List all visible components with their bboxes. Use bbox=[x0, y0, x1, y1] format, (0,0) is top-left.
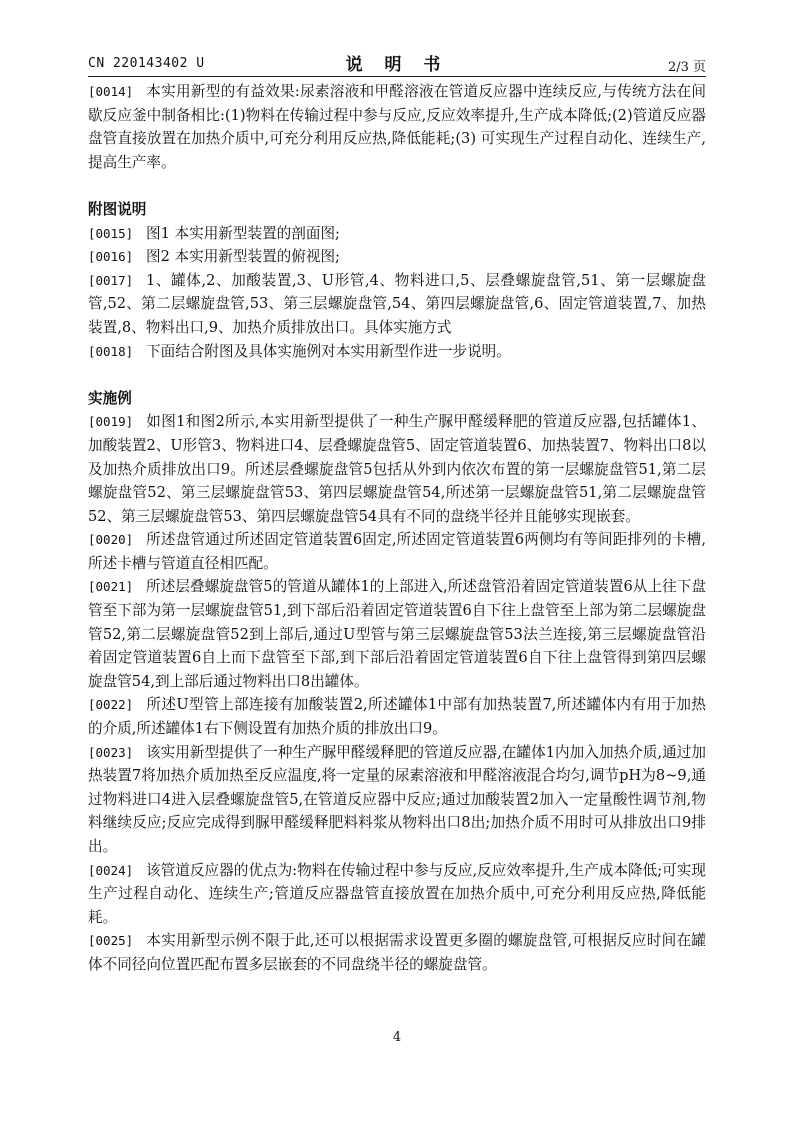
paragraph-0017 bbox=[88, 269, 706, 340]
paragraph-0018 bbox=[88, 340, 706, 364]
paragraph-number: [0022] bbox=[88, 697, 134, 713]
paragraph-number: [0019] bbox=[88, 414, 134, 430]
document-body bbox=[88, 80, 706, 977]
paragraph-text: 如图1和图2所示,本实用新型提供了一种生产脲甲醛缓释肥的管道反应器,包括罐体1、加酸装置2、U形管3、物料进口4、层叠螺旋盘管5、固定管道装置6、加热装置7、物料出口8以及加热介质排放出口9。所述层叠螺旋盘管5包括从外到内依次布置的第一层螺旋盘管51,第二层螺旋盘管52、第三层螺旋盘管53、第四层螺旋盘管54,所述第一层螺旋盘管51,第二层螺旋盘管52、第三层螺旋盘管53、第四层螺旋盘管54具有不同的盘绕半径并且能够实现嵌套。 bbox=[88, 413, 706, 525]
paragraph-number: [0021] bbox=[88, 579, 134, 595]
paragraph-text: 该管道反应器的优点为:物料在传输过程中参与反应,反应效率提升,生产成本降低;可实现生产过程自动化、连续生产;管道反应器盘管直接放置在加热介质中,可充分利用反应热,降低能耗。 bbox=[88, 861, 706, 926]
paragraph-number: [0015] bbox=[88, 225, 134, 241]
patent-number: CN 220143402 U bbox=[88, 56, 205, 71]
paragraph-0016 bbox=[88, 245, 706, 269]
document-title: 说 明 书 bbox=[345, 55, 449, 75]
paragraph-0020 bbox=[88, 528, 706, 575]
paragraph-0023 bbox=[88, 741, 706, 859]
page-header bbox=[88, 50, 706, 74]
paragraph-text: 下面结合附图及具体实施例对本实用新型作进一步说明。 bbox=[146, 342, 511, 360]
paragraph-0015 bbox=[88, 222, 706, 246]
paragraph-text: 该实用新型提供了一种生产脲甲醛缓释肥的管道反应器,在罐体1内加入加热介质,通过加热装置7将加热介质加热至反应温度,将一定量的尿素溶液和甲醛溶液混合均匀,调节pH为8~9,通过物料进口4进入层叠螺旋盘管5,在管道反应器中反应;通过加酸装置2加入一定量酸性调节剂,物料继续反应;反应完成得到脲甲醛缓释肥料料浆从物料出口8出;加热介质不用时可从排放出口9排出。 bbox=[88, 743, 706, 855]
section-heading-figures: 附图说明 bbox=[88, 200, 147, 218]
paragraph-number: [0025] bbox=[88, 933, 134, 949]
paragraph-number: [0023] bbox=[88, 744, 134, 760]
paragraph-text: 所述盘管通过所述固定管道装置6固定,所述固定管道装置6两侧均有等间距排列的卡槽,所述卡槽与管道直径相匹配。 bbox=[88, 531, 706, 572]
paragraph-number: [0024] bbox=[88, 862, 134, 878]
header-rule bbox=[88, 76, 706, 77]
paragraph-0025 bbox=[88, 929, 706, 976]
paragraph-number: [0014] bbox=[88, 84, 134, 99]
paragraph-text: 本实用新型的有益效果:尿素溶液和甲醛溶液在管道反应器中连续反应,与传统方法在间歇反应釜中制备相比:(1)物料在传输过程中参与反应,反应效率提升,生产成本降低;(2)管道反应器盘管直接放置在加热介质中,可充分利用反应热,降低能耗;(3) 可实现生产过程自动化、连续生产,提高生产率。 bbox=[88, 83, 706, 171]
page-number: 4 bbox=[392, 1030, 402, 1045]
paragraph-number: [0020] bbox=[88, 532, 134, 548]
paragraph-number: [0016] bbox=[88, 249, 134, 265]
paragraph-0022 bbox=[88, 693, 706, 740]
paragraph-0024 bbox=[88, 859, 706, 930]
paragraph-0021 bbox=[88, 575, 706, 693]
paragraph-text: 所述U型管上部连接有加酸装置2,所述罐体1中部有加热装置7,所述罐体内有用于加热的介质,所述罐体1右下侧设置有加热介质的排放出口9。 bbox=[88, 696, 706, 738]
paragraph-text: 所述层叠螺旋盘管5的管道从罐体1的上部进入,所述盘管沿着固定管道装置6从上往下盘管至下部为第一层螺旋盘管51,到下部后沿着固定管道装置6自下往上盘管至上部为第二层螺旋盘管52,第二层螺旋盘管52到上部后,通过U型管与第三层螺旋盘管53法兰连接,第三层螺旋盘管沿着固定管道装置6自上而下盘管至下部,到下部后沿着固定管道装置6自下往上盘管得到第四层螺旋盘管54,到上部后通过物料出口8出罐体。 bbox=[88, 578, 706, 690]
paragraph-number: [0018] bbox=[88, 343, 134, 359]
paragraph-text: 图2 本实用新型装置的俯视图; bbox=[146, 248, 340, 266]
paragraph-text: 本实用新型示例不限于此,还可以根据需求设置更多圈的螺旋盘管,可根据反应时间在罐体不同径向位置匹配布置多层嵌套的不同盘绕半径的螺旋盘管。 bbox=[88, 932, 706, 973]
page-info: 2/3 页 bbox=[667, 60, 706, 75]
paragraph-text: 1、罐体,2、加酸装置,3、U形管,4、物料进口,5、层叠螺旋盘管,51、第一层螺旋盘管,52、第二层螺旋盘管,53、第三层螺旋盘管,54、第四层螺旋盘管,6、固定管道装置,7、加热装置,8、物料出口,9、加热介质排放出口。具体实施方式 bbox=[88, 271, 706, 336]
paragraph-number: [0017] bbox=[88, 272, 134, 288]
paragraph-text: 图1 本实用新型装置的剖面图; bbox=[146, 224, 340, 242]
paragraph-0019 bbox=[88, 410, 706, 528]
paragraph-0014 bbox=[88, 80, 706, 174]
section-heading-examples: 实施例 bbox=[88, 389, 132, 407]
